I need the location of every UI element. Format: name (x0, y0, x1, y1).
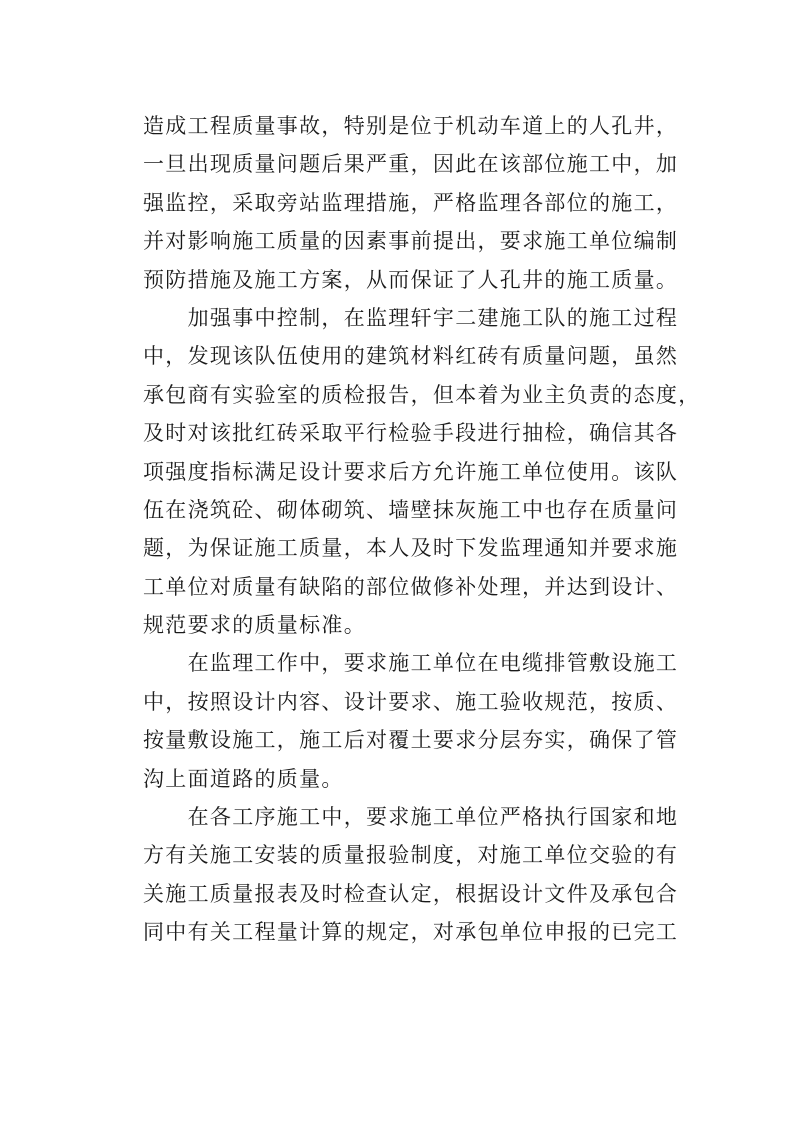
text-line: 并对影响施工质量的因素事前提出，要求施工单位编制 (143, 229, 679, 254)
text-line: 工单位对质量有缺陷的部位做修补处理，并达到设计、 (143, 574, 679, 599)
text-line: 在监理工作中，要求施工单位在电缆排管敷设施工 (143, 651, 679, 676)
text-line: 强监控，采取旁站监理措施，严格监理各部位的施工， (143, 190, 679, 215)
text-line: 方有关施工安装的质量报验制度，对施工单位交验的有 (143, 843, 679, 868)
text-line: 中，按照设计内容、设计要求、施工验收规范，按质、 (143, 689, 679, 714)
text-line: 关施工质量报表及时检查认定，根据设计文件及承包合 (143, 881, 679, 906)
text-line: 项强度指标满足设计要求后方允许施工单位使用。该队 (143, 459, 679, 484)
text-line: 规范要求的质量标准。 (143, 613, 366, 638)
body-text (143, 107, 701, 952)
text-line: 加强事中控制，在监理轩宇二建施工队的施工过程 (143, 305, 679, 330)
text-line: 按量敷设施工，施工后对覆土要求分层夯实，确保了管 (143, 728, 679, 753)
text-line: 一旦出现质量问题后果严重，因此在该部位施工中，加 (143, 152, 679, 177)
text-line: 中，发现该队伍使用的建筑材料红砖有质量问题，虽然 (143, 344, 679, 369)
text-line: 在各工序施工中，要求施工单位严格执行国家和地 (143, 805, 679, 830)
text-line: 沟上面道路的质量。 (143, 766, 344, 791)
text-line: 同中有关工程量计算的规定，对承包单位申报的已完工 (143, 920, 679, 945)
text-line: 题，为保证施工质量，本人及时下发监理通知并要求施 (143, 536, 679, 561)
text-line: 造成工程质量事故，特别是位于机动车道上的人孔井， (143, 114, 679, 138)
text-line: 及时对该批红砖采取平行检验手段进行抽检，确信其各 (143, 421, 679, 446)
text-line: 伍在浇筑砼、砌体砌筑、墙壁抹灰施工中也存在质量问 (143, 497, 679, 522)
text-line: 预防措施及施工方案，从而保证了人孔井的施工质量。 (143, 267, 679, 292)
text-line: 承包商有实验室的质检报告，但本着为业主负责的态度， (143, 382, 701, 407)
